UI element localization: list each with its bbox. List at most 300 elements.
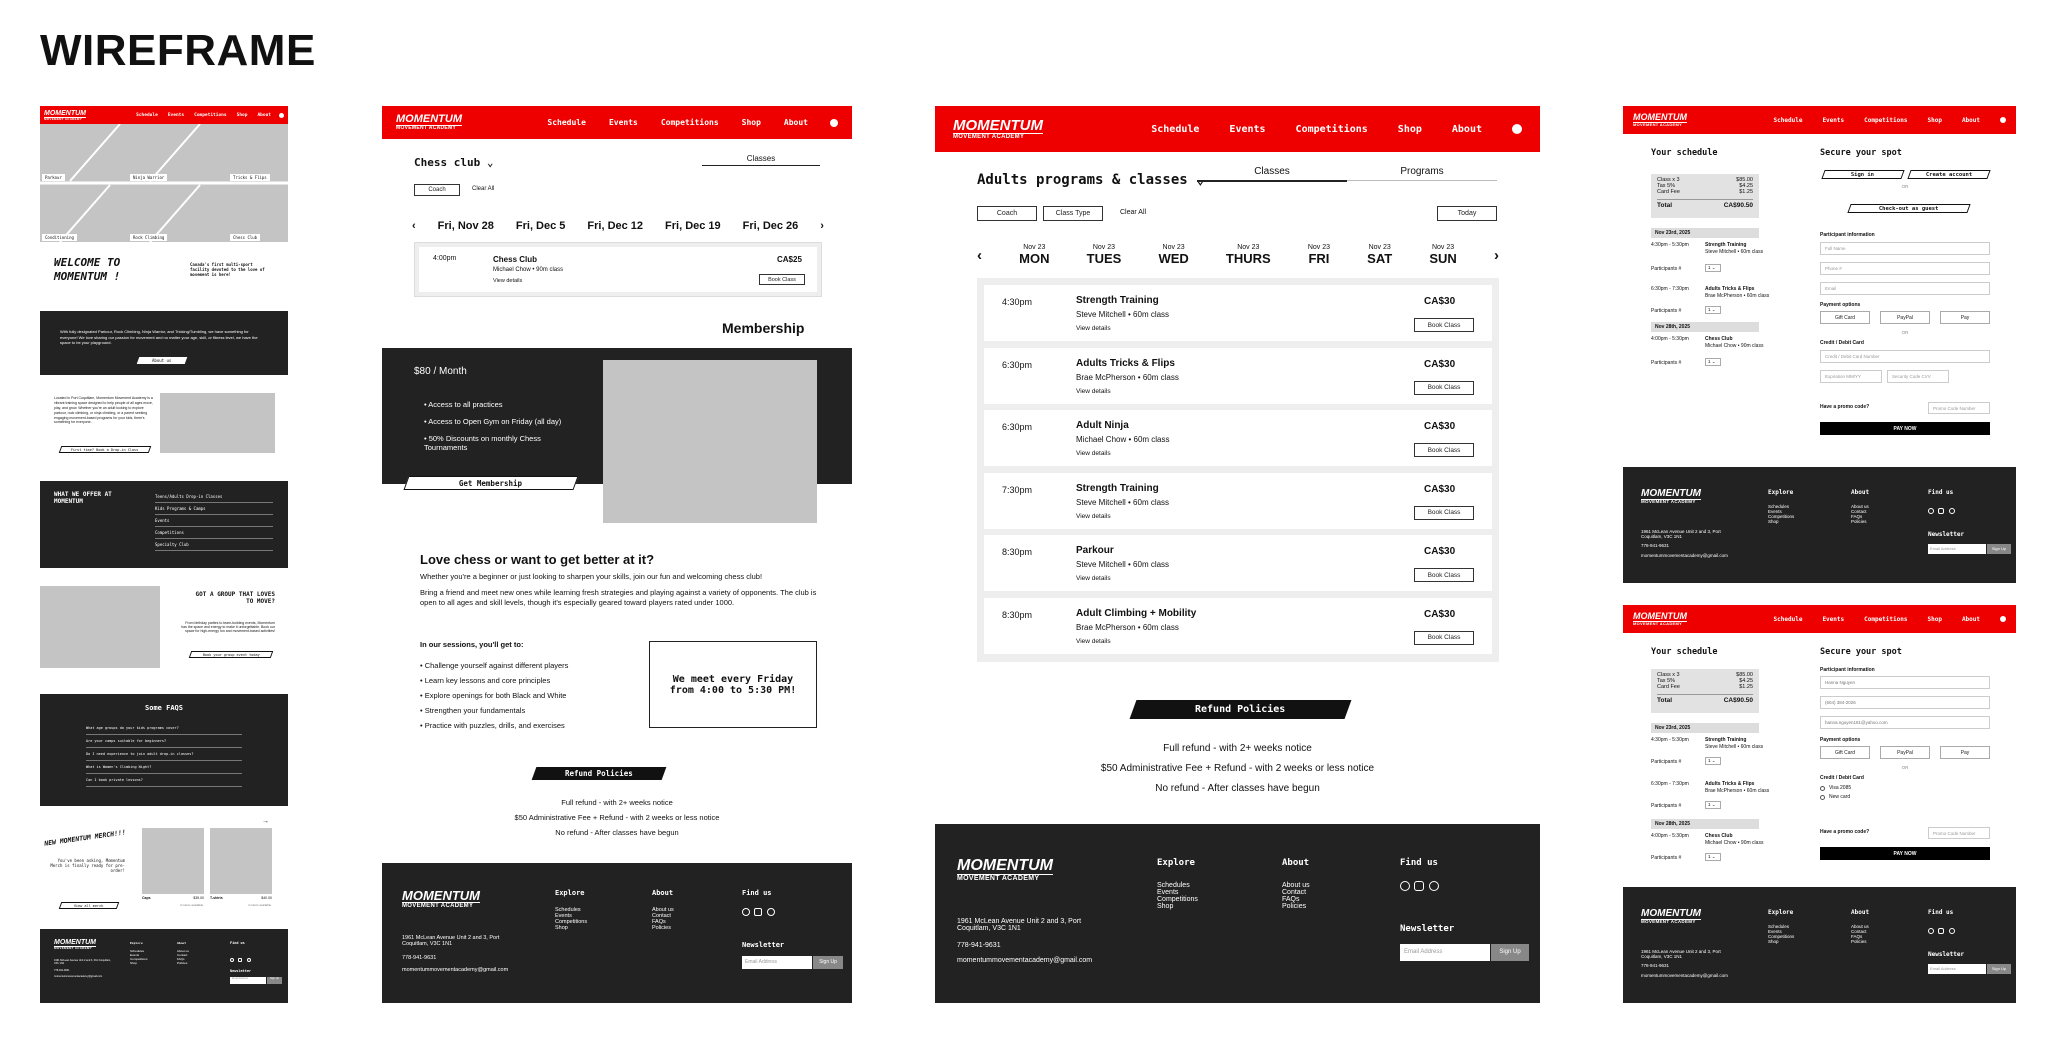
book-class-button[interactable]: Book Class bbox=[759, 274, 805, 285]
create-account-button[interactable]: Create account bbox=[1907, 170, 1990, 179]
nav-events[interactable]: Events bbox=[1229, 123, 1266, 135]
faq-item[interactable]: Can I book private lessons? bbox=[86, 774, 242, 787]
footer-link[interactable]: Shop bbox=[1768, 939, 1779, 944]
nav-competitions[interactable]: Competitions bbox=[660, 118, 719, 127]
participants-select[interactable]: 1 ⌄ bbox=[1705, 801, 1721, 809]
participants-label: Participants # bbox=[1651, 855, 1682, 861]
meet-box: We meet every Friday from 4:00 to 5:30 PM! bbox=[649, 641, 817, 728]
email-field[interactable]: hanna.nguyen181@yahoo.com bbox=[1820, 716, 1990, 729]
total-value: CA$90.50 bbox=[1723, 697, 1753, 704]
nav-shop[interactable]: Shop bbox=[236, 112, 248, 118]
social-icons bbox=[1400, 878, 1439, 896]
sessions-title: In our sessions, you'll get to: bbox=[420, 640, 524, 649]
first-time-button[interactable]: First time? Book a Drop-in Class bbox=[59, 446, 152, 453]
session-meta: Michael Chow • 90m class bbox=[493, 267, 564, 273]
user-icon[interactable] bbox=[2000, 117, 2006, 123]
nav-about[interactable]: About bbox=[1961, 116, 1980, 124]
coach-filter[interactable]: Coach bbox=[414, 184, 460, 196]
summary-label: Tax 5% bbox=[1657, 183, 1676, 189]
footer-link[interactable]: About us bbox=[652, 907, 674, 913]
participants-label: Participants # bbox=[1651, 759, 1682, 765]
view-details-link[interactable]: View details bbox=[1076, 512, 1111, 520]
tile-tricks[interactable]: Tricks & Flips bbox=[230, 174, 270, 181]
footer-link[interactable]: Events bbox=[1157, 889, 1179, 896]
participants-select[interactable]: 1 ⌄ bbox=[1705, 264, 1721, 272]
chess-club-header[interactable]: Chess club ⌄ bbox=[414, 156, 494, 169]
footer-link[interactable]: Events bbox=[1768, 509, 1782, 514]
offer-item[interactable]: Competitions bbox=[155, 527, 273, 539]
clear-all-filter[interactable]: Clear All bbox=[1120, 209, 1147, 216]
payment-options-title: Payment options bbox=[1820, 302, 1861, 308]
footer-link[interactable]: Schedules bbox=[1157, 882, 1190, 889]
footer-find-title: Find us bbox=[1400, 858, 1438, 868]
group-text: From birthday parties to team-building events, Momentum has the space and energy to make it unforgettable. Book our space for high-energy fun and movement-based activities! bbox=[181, 621, 275, 633]
footer-about-title: About bbox=[652, 889, 674, 897]
day-item[interactable]: Nov 23 SAT bbox=[1367, 244, 1393, 266]
footer-explore-title: Explore bbox=[1768, 909, 1794, 916]
offer-item[interactable]: Kids Programs & Camps bbox=[155, 503, 273, 515]
newsletter-signup-button[interactable]: Sign Up bbox=[813, 956, 843, 969]
newsletter-input[interactable]: Email Address bbox=[742, 956, 812, 969]
apple-pay-button[interactable]: Pay bbox=[1940, 311, 1990, 324]
phone-field[interactable]: (604) 384-2026 bbox=[1820, 696, 1990, 709]
footer-logo: MOMENTUM MOVEMENT ACADEMY bbox=[1641, 908, 1701, 924]
about-us-button[interactable]: About us bbox=[137, 357, 188, 364]
summary-label: Class x 3 bbox=[1657, 672, 1680, 678]
adults-header[interactable]: Adults programs & classes ⌄ bbox=[977, 172, 1205, 188]
facebook-icon[interactable] bbox=[1400, 881, 1410, 891]
footer-explore-title: Explore bbox=[555, 889, 585, 897]
tab-classes[interactable]: Classes bbox=[1197, 166, 1347, 182]
nav-events[interactable]: Events bbox=[1822, 116, 1845, 124]
summary-label: Class x 3 bbox=[1657, 177, 1680, 183]
newsletter-input[interactable]: Email Address bbox=[1928, 544, 1986, 554]
class-price: CA$30 bbox=[1424, 358, 1456, 370]
or-divider: OR bbox=[1901, 330, 1909, 335]
group-event-button[interactable]: Book your group event today bbox=[189, 651, 274, 658]
view-details-link[interactable]: View details bbox=[1076, 575, 1111, 583]
class-card bbox=[984, 535, 1492, 591]
faq-item[interactable]: What is Women's Climbing Night? bbox=[86, 761, 242, 774]
guest-checkout-button[interactable]: Check-out as guest bbox=[1847, 204, 1970, 213]
footer-newsletter-title: Newsletter bbox=[1928, 531, 1965, 538]
membership-image bbox=[603, 360, 817, 523]
participants-label: Participants # bbox=[1651, 308, 1682, 314]
user-icon[interactable] bbox=[2000, 616, 2006, 622]
nav-schedule[interactable]: Schedule bbox=[1773, 615, 1803, 623]
nav-events[interactable]: Events bbox=[1822, 615, 1845, 623]
get-membership-button[interactable]: Get Membership bbox=[403, 476, 578, 490]
newsletter-signup-button[interactable]: Sign Up bbox=[1987, 964, 2011, 974]
footer-about-title: About bbox=[1282, 858, 1310, 868]
tile-conditioning[interactable]: Conditioning bbox=[42, 234, 77, 241]
chevron-right-icon[interactable]: › bbox=[1493, 246, 1499, 264]
participants-label: Participants # bbox=[1651, 803, 1682, 809]
date-item[interactable]: Fri, Dec 12 bbox=[587, 220, 644, 232]
nav-competitions[interactable]: Competitions bbox=[194, 112, 227, 118]
class-name: Adults Tricks & Flips bbox=[1076, 357, 1175, 369]
promo-label: Have a promo code? bbox=[1820, 829, 1870, 835]
view-details-link[interactable]: View details bbox=[493, 278, 523, 284]
nav-shop[interactable]: Shop bbox=[1927, 116, 1942, 124]
email-field[interactable]: Email bbox=[1820, 282, 1990, 295]
book-class-button[interactable]: Book Class bbox=[1414, 568, 1474, 582]
view-details-link[interactable]: View details bbox=[1076, 387, 1111, 395]
paypal-button[interactable]: PayPal bbox=[1880, 311, 1930, 324]
nav-about[interactable]: About bbox=[1961, 615, 1980, 623]
session-benefit: • Strengthen your fundamentals bbox=[420, 703, 568, 718]
footer-link[interactable]: Events bbox=[555, 913, 572, 919]
footer-link[interactable]: About us bbox=[1851, 924, 1869, 929]
sign-in-button[interactable]: Sign in bbox=[1821, 170, 1904, 179]
view-details-link[interactable]: View details bbox=[1076, 450, 1111, 458]
instagram-icon[interactable] bbox=[754, 908, 762, 916]
gift-card-button[interactable]: Gift Card bbox=[1820, 746, 1870, 759]
footer-phone: 778-941-9631 bbox=[1641, 543, 1670, 548]
footer-link[interactable]: About us bbox=[177, 949, 189, 953]
view-details-link[interactable]: View details bbox=[1076, 637, 1111, 645]
nav-competitions[interactable]: Competitions bbox=[1864, 116, 1908, 124]
tile-ninja[interactable]: Ninja Warrior bbox=[130, 174, 167, 181]
payment-options-title: Payment options bbox=[1820, 737, 1861, 743]
merch-caps-image[interactable] bbox=[142, 828, 204, 894]
day-item[interactable]: Nov 23 THURS bbox=[1225, 244, 1271, 266]
newsletter-input[interactable]: Email Address bbox=[1400, 944, 1490, 961]
book-class-button[interactable]: Book Class bbox=[1414, 381, 1474, 395]
tile-chess[interactable]: Chess Club bbox=[230, 234, 260, 241]
date-item[interactable]: Fri, Dec 19 bbox=[665, 220, 721, 232]
clear-all-filter[interactable]: Clear All bbox=[472, 186, 495, 192]
footer-link[interactable]: Policies bbox=[1282, 903, 1307, 910]
nav-bar bbox=[1623, 605, 2016, 633]
promo-field[interactable]: Promo Code Number bbox=[1928, 827, 1990, 839]
footer-link[interactable]: FAQs bbox=[1851, 514, 1863, 519]
class-price: CA$30 bbox=[1424, 608, 1456, 620]
nav-about[interactable]: About bbox=[1451, 123, 1482, 135]
offer-item[interactable]: Teens/Adults Drop-in Classes bbox=[155, 491, 273, 503]
participants-select[interactable]: 1 ⌄ bbox=[1705, 306, 1721, 314]
class-card bbox=[984, 410, 1492, 466]
week-strip bbox=[977, 244, 1499, 266]
offer-item[interactable]: Specialty Club bbox=[155, 539, 273, 551]
merch-title: NEW MOMENTUM MERCH!!! bbox=[43, 828, 127, 848]
footer-link[interactable]: Events bbox=[130, 953, 140, 957]
class-time: 7:30pm bbox=[1002, 484, 1033, 495]
chevron-left-icon[interactable]: ‹ bbox=[412, 220, 416, 232]
secure-spot-title: Secure your spot bbox=[1820, 148, 1902, 158]
summary-label: Card Fee bbox=[1657, 189, 1680, 195]
nav-schedule[interactable]: Schedule bbox=[1773, 116, 1803, 124]
chess-club-frame bbox=[382, 106, 852, 1003]
offer-title: WHAT WE OFFER AT MOMENTUM bbox=[54, 491, 112, 505]
full-name-field[interactable]: Hanna Nguyen bbox=[1820, 676, 1990, 689]
full-name-field[interactable]: Full Name bbox=[1820, 242, 1990, 255]
newsletter-signup-button[interactable]: Sign Up bbox=[1491, 944, 1529, 961]
social-icons bbox=[742, 903, 775, 921]
intro-text: With fully designated Parkour, Rock Climbing, Ninja Warrior, and Tricking/Tumbling, we have something for everyone! We love sharing our passion for movement and no matter your age, skill, or fitness level, we have the space to be your playground. bbox=[60, 329, 258, 346]
nav-shop[interactable]: Shop bbox=[1927, 615, 1942, 623]
tiktok-icon[interactable] bbox=[1949, 928, 1955, 934]
radio-icon bbox=[1820, 786, 1825, 791]
class-price: CA$30 bbox=[1424, 483, 1456, 495]
participants-label: Participants # bbox=[1651, 266, 1682, 272]
day-item[interactable]: Nov 23 SUN bbox=[1429, 244, 1457, 266]
pay-now-button[interactable]: PAY NOW bbox=[1820, 847, 1990, 860]
perk-item: • Access to all practices bbox=[424, 400, 574, 410]
chevron-left-icon[interactable]: ‹ bbox=[977, 246, 982, 264]
facebook-icon[interactable] bbox=[1928, 928, 1934, 934]
your-schedule-title: Your schedule bbox=[1651, 148, 1718, 158]
footer-link[interactable]: Contact bbox=[1282, 889, 1307, 896]
chevron-right-icon[interactable]: › bbox=[820, 220, 824, 232]
membership-price: $80 / Month bbox=[414, 366, 467, 377]
footer-address: 1961 McLean Avenue Unit 2 and 3, Port Coquitlam, V3C 1N1 bbox=[957, 918, 1082, 932]
location-image bbox=[160, 393, 275, 453]
footer-link[interactable]: Competitions bbox=[1768, 934, 1795, 939]
footer-link[interactable]: Competitions bbox=[555, 919, 588, 925]
nav-events[interactable]: Events bbox=[608, 118, 638, 127]
radio-icon bbox=[1820, 795, 1825, 800]
footer-logo: MOMENTUM MOVEMENT ACADEMY bbox=[957, 857, 1053, 882]
date-item[interactable]: Fri, Nov 28 bbox=[437, 220, 494, 232]
view-all-merch-button[interactable]: View all merch bbox=[59, 902, 120, 909]
refund-line: Full refund - with 2+ weeks notice bbox=[1163, 743, 1312, 754]
tile-parkour[interactable]: Parkour bbox=[42, 174, 65, 181]
refund-line: $50 Administrative Fee + Refund - with 2 weeks or less notice bbox=[1100, 763, 1375, 774]
summary-value: $1.25 bbox=[1739, 189, 1753, 195]
pay-now-button[interactable]: PAY NOW bbox=[1820, 422, 1990, 435]
class-meta: Steve Mitchell • 60m class bbox=[1076, 560, 1170, 570]
date-item[interactable]: Fri, Dec 5 bbox=[515, 220, 566, 232]
saved-card-option[interactable]: Visa 2085 bbox=[1820, 785, 1851, 791]
footer bbox=[935, 824, 1540, 1003]
faq-item[interactable]: Are your camps suitable for beginners? bbox=[86, 735, 242, 748]
user-icon[interactable] bbox=[279, 113, 284, 118]
footer-link[interactable]: FAQs bbox=[652, 919, 666, 925]
footer-link[interactable]: Shop bbox=[1768, 519, 1779, 524]
gift-card-button[interactable]: Gift Card bbox=[1820, 311, 1870, 324]
book-class-button[interactable]: Book Class bbox=[1414, 443, 1474, 457]
day-item[interactable]: Nov 23 WED bbox=[1158, 244, 1189, 266]
footer-link[interactable]: Policies bbox=[1851, 519, 1867, 524]
offer-item[interactable]: Events bbox=[155, 515, 273, 527]
faq-item[interactable]: Do I need experience to join adult drop-in classes? bbox=[86, 748, 242, 761]
footer-link[interactable]: Shop bbox=[130, 961, 138, 965]
logo[interactable]: MOMENTUM MOVEMENT ACADEMY bbox=[396, 113, 462, 131]
merch-tshirt-image[interactable] bbox=[210, 828, 272, 894]
facebook-icon[interactable] bbox=[230, 958, 234, 962]
day-item[interactable]: Nov 23 MON bbox=[1019, 244, 1050, 266]
instagram-icon[interactable] bbox=[1938, 508, 1944, 514]
class-time: 6:30pm bbox=[1002, 359, 1033, 370]
class-name: Strength Training bbox=[1076, 482, 1159, 494]
logo[interactable]: MOMENTUM MOVEMENT ACADEMY bbox=[1633, 611, 1687, 626]
footer-link[interactable]: FAQs bbox=[177, 957, 185, 961]
expiry-field[interactable]: Expiration MM/YY bbox=[1820, 370, 1882, 383]
arrow-right-icon[interactable]: → bbox=[262, 818, 269, 825]
footer-email: momentummovementacademy@gmail.com bbox=[957, 957, 1093, 964]
class-meta: Michael Chow • 60m class bbox=[1076, 435, 1170, 445]
faq-block bbox=[40, 694, 288, 806]
cvv-field[interactable]: Security Code CVV bbox=[1887, 370, 1949, 383]
welcome-sub: Canada's first multi-sport facility devoted to the love of movement is here! bbox=[190, 262, 265, 277]
nav-schedule[interactable]: Schedule bbox=[136, 112, 158, 118]
newsletter-input[interactable]: Email Address bbox=[1928, 964, 1986, 974]
footer-logo: MOMENTUM MOVEMENT ACADEMY bbox=[54, 939, 96, 950]
footer-link[interactable]: About us bbox=[1282, 882, 1310, 889]
tile-rock[interactable]: Rock Climbing bbox=[130, 234, 167, 241]
facebook-icon[interactable] bbox=[742, 908, 750, 916]
refund-line: Full refund - with 2+ weeks notice bbox=[561, 798, 673, 807]
participant-info-title: Participant information bbox=[1820, 232, 1875, 238]
footer-link[interactable]: Competitions bbox=[130, 957, 148, 961]
footer-link[interactable]: Competitions bbox=[1768, 514, 1795, 519]
footer-link[interactable]: FAQs bbox=[1282, 896, 1300, 903]
footer-link[interactable]: Contact bbox=[1851, 509, 1867, 514]
paypal-button[interactable]: PayPal bbox=[1880, 746, 1930, 759]
session-price: CA$25 bbox=[777, 255, 802, 264]
chevron-down-icon: ⌄ bbox=[486, 156, 494, 169]
footer-about-title: About bbox=[1851, 909, 1870, 916]
summary-value: $85.00 bbox=[1736, 177, 1753, 183]
order-summary bbox=[1651, 669, 1759, 713]
logo[interactable]: MOMENTUM MOVEMENT ACADEMY bbox=[953, 117, 1043, 140]
footer-link[interactable]: Policies bbox=[1851, 939, 1867, 944]
class-card bbox=[984, 348, 1492, 404]
newsletter-signup-button[interactable]: Sign Up bbox=[1987, 544, 2011, 554]
footer-link[interactable]: Policies bbox=[652, 925, 671, 931]
footer-link[interactable]: Schedules bbox=[555, 907, 581, 913]
footer-link[interactable]: Shop bbox=[1157, 903, 1174, 910]
class-name: Adult Ninja bbox=[1076, 420, 1129, 432]
nav-competitions[interactable]: Competitions bbox=[1864, 615, 1908, 623]
logo[interactable]: MOMENTUM MOVEMENT ACADEMY bbox=[1633, 112, 1687, 127]
nav-shop[interactable]: Shop bbox=[741, 118, 761, 127]
footer-link[interactable]: Contact bbox=[177, 953, 188, 957]
group-title: GOT A GROUP THAT LOVES TO MOVE? bbox=[195, 591, 275, 605]
welcome-heading: WELCOME TO MOMENTUM ! bbox=[54, 256, 121, 284]
class-name: Parkour bbox=[1076, 545, 1114, 557]
user-icon[interactable] bbox=[830, 119, 838, 127]
nav-bar bbox=[935, 106, 1540, 152]
tiktok-icon[interactable] bbox=[767, 908, 775, 916]
footer-link[interactable]: About us bbox=[1851, 504, 1869, 509]
footer-link[interactable]: Policies bbox=[177, 961, 188, 965]
instagram-icon[interactable] bbox=[1414, 881, 1424, 891]
participants-select[interactable]: 1 ⌄ bbox=[1705, 358, 1721, 366]
nav-shop[interactable]: Shop bbox=[1397, 123, 1422, 135]
participants-select[interactable]: 1 ⌄ bbox=[1705, 853, 1721, 861]
user-icon[interactable] bbox=[1512, 124, 1522, 134]
merch-name: Caps bbox=[142, 896, 151, 900]
session-benefit: • Practice with puzzles, drills, and exercises bbox=[420, 718, 568, 733]
participants-select[interactable]: 1 ⌄ bbox=[1705, 757, 1721, 765]
tiktok-icon[interactable] bbox=[1429, 881, 1439, 891]
footer-link[interactable]: Events bbox=[1768, 929, 1782, 934]
secure-spot-title: Secure your spot bbox=[1820, 647, 1902, 657]
date-header: Nov 23rd, 2025 bbox=[1651, 723, 1759, 733]
class-name: Strength Training bbox=[1076, 295, 1159, 306]
day-item[interactable]: Nov 23 FRI bbox=[1307, 244, 1331, 266]
nav-about[interactable]: About bbox=[783, 118, 808, 127]
new-card-option[interactable]: New card bbox=[1820, 794, 1850, 800]
tiktok-icon[interactable] bbox=[1949, 508, 1955, 514]
instagram-icon[interactable] bbox=[238, 958, 242, 962]
class-meta: Brae McPherson • 60m class bbox=[1076, 372, 1179, 382]
class-time: 6:30pm bbox=[1002, 422, 1033, 433]
footer-find-title: Find us bbox=[230, 941, 245, 945]
total-value: CA$90.50 bbox=[1723, 202, 1753, 209]
footer-link[interactable]: Competitions bbox=[1157, 896, 1198, 903]
book-class-button[interactable]: Book Class bbox=[1414, 318, 1474, 332]
class-price: CA$30 bbox=[1424, 296, 1456, 307]
nav-bar bbox=[40, 106, 288, 124]
or-divider: OR bbox=[1901, 765, 1909, 770]
coach-filter[interactable]: Coach bbox=[977, 206, 1037, 221]
book-class-button[interactable]: Book Class bbox=[1414, 506, 1474, 520]
footer-link[interactable]: Shop bbox=[555, 925, 568, 931]
total-label: Total bbox=[1657, 697, 1673, 704]
date-strip bbox=[412, 220, 824, 232]
class-time: 8:30pm bbox=[1002, 609, 1033, 620]
class-type-filter[interactable]: Class Type bbox=[1043, 206, 1103, 221]
tab-programs[interactable]: Programs bbox=[1347, 166, 1497, 181]
phone-field[interactable]: Phone # bbox=[1820, 262, 1990, 275]
apple-pay-button[interactable]: Pay bbox=[1940, 746, 1990, 759]
footer-link[interactable]: Schedules bbox=[1768, 504, 1790, 509]
facebook-icon[interactable] bbox=[1928, 508, 1934, 514]
offer-block bbox=[40, 481, 288, 568]
membership-title: Membership bbox=[722, 320, 805, 336]
logo[interactable]: MOMENTUM MOVEMENT ACADEMY bbox=[44, 109, 86, 121]
session-benefit: • Explore openings for both Black and White bbox=[420, 688, 568, 703]
nav-events[interactable]: Events bbox=[167, 112, 185, 118]
card-number-field[interactable]: Credit / Debit Card Number bbox=[1820, 350, 1990, 363]
hero-tiles bbox=[40, 124, 288, 242]
footer-link[interactable]: Contact bbox=[1851, 929, 1867, 934]
faq-item[interactable]: What age groups do your kids programs cover? bbox=[86, 722, 242, 735]
footer-link[interactable]: Contact bbox=[652, 913, 671, 919]
refund-title: Refund Policies bbox=[1130, 700, 1352, 719]
or-divider: OR bbox=[1901, 184, 1909, 189]
footer-address: 1961 McLean Avenue Unit 2 and 3, Port Coquitlam, V3C 1N1 bbox=[54, 959, 111, 965]
tab-classes[interactable]: Classes bbox=[702, 154, 820, 166]
footer-link[interactable]: Schedules bbox=[1768, 924, 1790, 929]
day-item[interactable]: Nov 23 TUES bbox=[1086, 244, 1122, 266]
footer-link[interactable]: FAQs bbox=[1851, 934, 1863, 939]
newsletter-signup-button[interactable]: Sign Up bbox=[267, 977, 282, 984]
newsletter-input[interactable]: Email Address bbox=[230, 977, 266, 984]
page-title: WIREFRAME bbox=[40, 26, 316, 75]
view-details-link[interactable]: View details bbox=[1076, 325, 1111, 332]
footer-email: momentummovementacademy@gmail.com bbox=[1641, 973, 1728, 978]
tiktok-icon[interactable] bbox=[247, 958, 251, 962]
promo-field[interactable]: Promo Code Number bbox=[1928, 402, 1990, 414]
nav-competitions[interactable]: Competitions bbox=[1295, 123, 1368, 135]
book-class-button[interactable]: Book Class bbox=[1414, 631, 1474, 645]
date-item[interactable]: Fri, Dec 26 bbox=[742, 220, 799, 232]
footer-link[interactable]: Schedules bbox=[130, 949, 145, 953]
nav-about[interactable]: About bbox=[257, 112, 271, 118]
social-icons bbox=[1928, 501, 1955, 519]
refund-line: No refund - After classes have begun bbox=[1155, 783, 1320, 794]
chevron-down-icon: ⌄ bbox=[1196, 172, 1205, 188]
instagram-icon[interactable] bbox=[1938, 928, 1944, 934]
refund-line: $50 Administrative Fee + Refund - with 2 weeks or less notice bbox=[514, 813, 720, 822]
nav-schedule[interactable]: Schedule bbox=[547, 118, 586, 127]
today-button[interactable]: Today bbox=[1437, 206, 1497, 221]
nav-schedule[interactable]: Schedule bbox=[1151, 123, 1200, 135]
